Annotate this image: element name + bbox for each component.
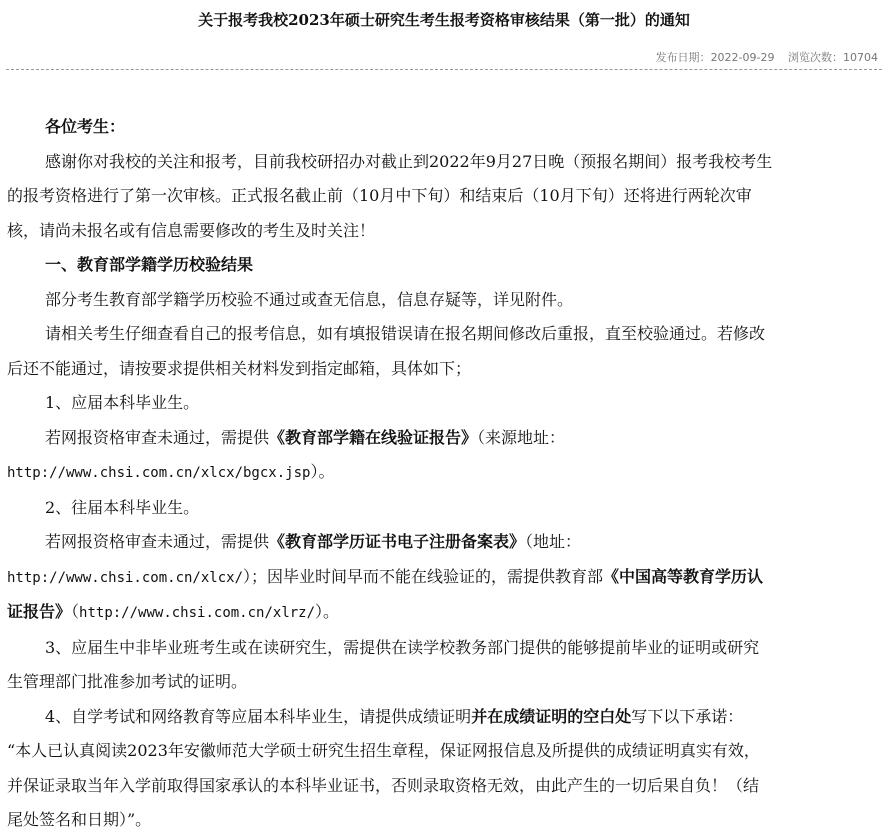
item-text: 若网报资格审查未通过，需提供 xyxy=(45,532,270,551)
item-text: 写下以下承诺： xyxy=(631,706,744,726)
paragraph-line: 后还不能通过，请按要求提供相关材料发到指定邮箱，具体如下； xyxy=(7,358,472,378)
item-title: 1、应届本科毕业生。 xyxy=(45,393,200,412)
section-heading: 一、教育部学籍学历校验结果 xyxy=(45,255,254,274)
pledge-line: 尾处签名和日期）”。 xyxy=(7,810,152,829)
item-text: （来源地址： xyxy=(477,427,566,447)
paragraph-line: 生管理部门批准参加考试的证明。 xyxy=(7,672,248,691)
document-name: 《教育部学历证书电子注册备案表》 xyxy=(269,532,526,551)
paragraph-line xyxy=(7,421,883,456)
article-meta xyxy=(646,49,878,65)
paragraph-line xyxy=(7,525,883,560)
article-body xyxy=(7,110,883,838)
publish-date-value: 2022-09-29 xyxy=(710,51,775,64)
item-title: 2、往届本科毕业生。 xyxy=(45,497,200,517)
paragraph-line: 3、应届生中非毕业班考生或在读研究生，需提供在读学校教务部门提供的能够提前毕业的证明或研究 xyxy=(45,637,760,657)
pledge-line: “本人已认真阅读2023年安徽师范大学硕士研究生招生章程，保证网报信息及所提供的成绩证明真实有效， xyxy=(7,741,760,760)
item-text: （ xyxy=(71,602,80,621)
item-text: （地址： xyxy=(525,532,582,551)
paragraph-line xyxy=(7,560,883,596)
source-url: http://www.chsi.com.cn/xlrz/ xyxy=(79,605,316,621)
paragraph-line xyxy=(7,595,883,631)
source-url: http://www.chsi.com.cn/xlcx/bgcx.jsp xyxy=(7,465,311,481)
item-text: ）。 xyxy=(310,462,335,481)
page-title: 关于报考我校2023年硕士研究生考生报考资格审核结果（第一批）的通知 xyxy=(198,11,690,29)
item-text: 若网报资格审查未通过，需提供 xyxy=(45,427,270,447)
paragraph-line: 感谢你对我校的关注和报考，目前我校研招办对截止到2022年9月27日晚（预报名期间）报考我校考生 xyxy=(45,151,773,171)
publish-date xyxy=(656,51,775,64)
item-text: 4、自学考试和网络教育等应届本科毕业生，请提供成绩证明 xyxy=(45,706,472,726)
document-name: 证报告》 xyxy=(7,602,72,621)
paragraph-line xyxy=(7,700,883,735)
view-count-value: 10704 xyxy=(843,51,878,64)
document-name: 《中国高等教育学历认 xyxy=(603,566,764,586)
item-text: ）；因毕业时间早而不能在线验证的，需提供教育部 xyxy=(243,566,604,586)
publish-date-label: 发布日期： xyxy=(655,51,711,64)
source-url: http://www.chsi.com.cn/xlcx/ xyxy=(7,569,244,586)
paragraph-line xyxy=(7,455,883,491)
header-divider xyxy=(6,69,882,70)
paragraph-line: 部分考生教育部学籍学历校验不通过或查无信息，信息存疑等，详见附件。 xyxy=(45,289,574,309)
view-count xyxy=(788,51,878,64)
emphasis-text: 并在成绩证明的空白处 xyxy=(471,706,632,726)
view-count-label: 浏览次数： xyxy=(788,51,843,64)
pledge-line: 并保证录取当年入学前取得国家承认的本科毕业证书，否则录取资格无效，由此产生的一切后果自负！（结 xyxy=(7,775,760,795)
document-name: 《教育部学籍在线验证报告》 xyxy=(269,427,478,447)
item-text: ）。 xyxy=(315,602,340,621)
paragraph-line: 的报考资格进行了第一次审核。正式报名截止前（10月中下旬）和结束后（10月下旬）还将进行两轮次审 xyxy=(7,186,752,205)
paragraph-line: 核，请尚未报名或有信息需要修改的考生及时关注！ xyxy=(7,220,376,240)
paragraph-line: 请相关考生仔细查看自己的报考信息，如有填报错误请在报名期间修改后重报，直至校验通过。若修改 xyxy=(45,324,766,343)
greeting: 各位考生： xyxy=(45,117,126,136)
